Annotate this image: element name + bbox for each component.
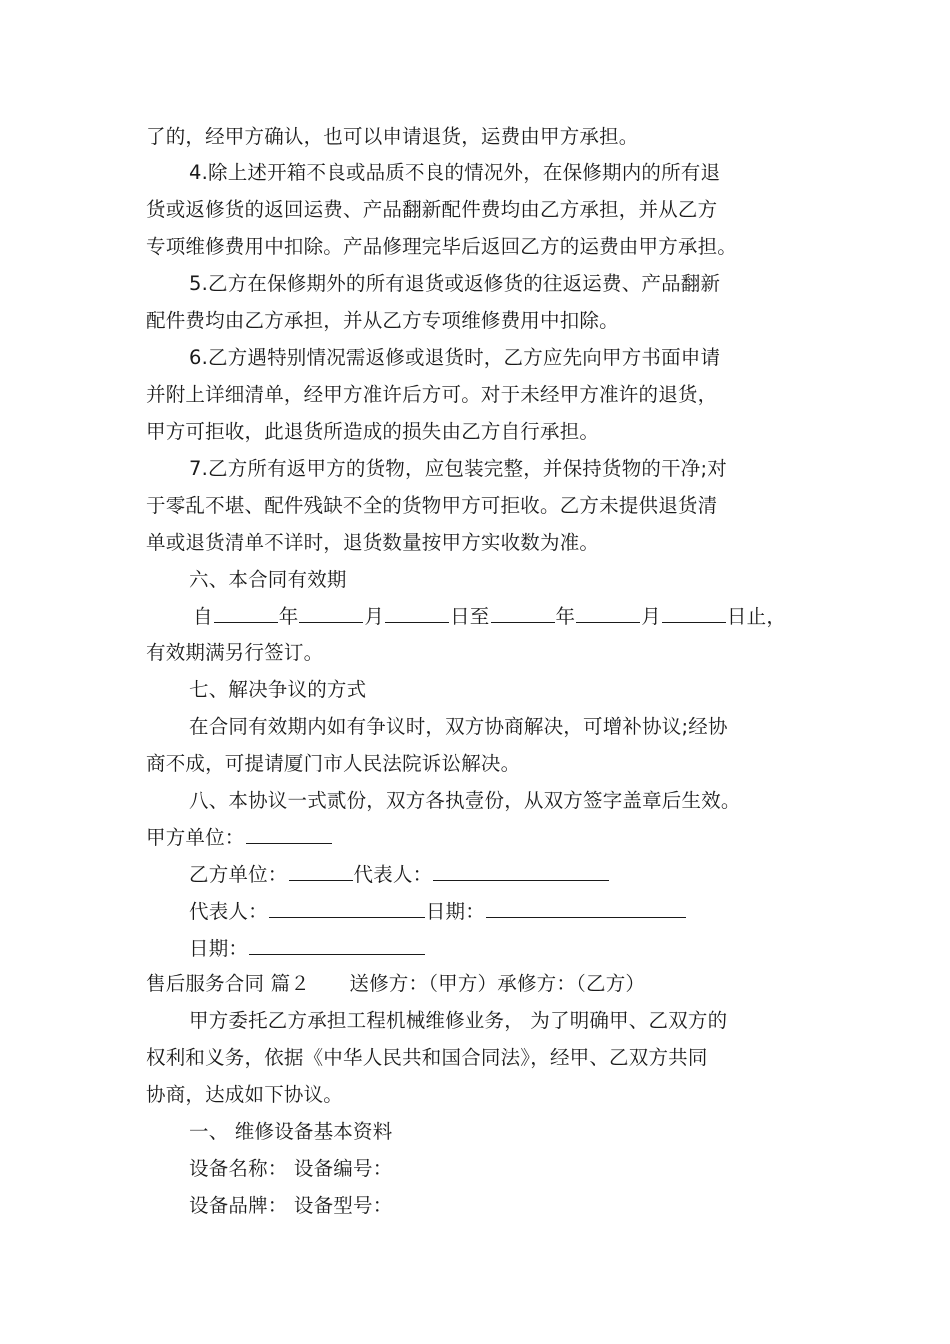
validity-period-line <box>193 602 786 630</box>
section-heading: 六、本合同有效期 <box>189 568 347 591</box>
paragraph-line: 4.除上述开箱不良或品质不良的情况外，在保修期内的所有退 <box>189 161 721 184</box>
paragraph-line: 并附上详细清单，经甲方准许后方可。对于未经甲方准许的退货， <box>146 383 718 406</box>
date-blank[interactable] <box>486 897 686 918</box>
end-year-blank[interactable] <box>491 602 555 623</box>
paragraph-line: 了的，经甲方确认，也可以申请退货，运费由甲方承担。 <box>146 125 639 148</box>
party-b-unit-label: 乙方单位： <box>189 863 288 886</box>
date-blank[interactable] <box>249 934 425 955</box>
paragraph-line: 于零乱不堪、配件残缺不全的货物甲方可拒收。乙方未提供退货清 <box>146 494 718 517</box>
period-year-label: 年 <box>555 605 576 628</box>
representative-blank[interactable] <box>433 860 609 881</box>
period-end-label: 日止， <box>726 605 787 628</box>
start-year-blank[interactable] <box>214 602 278 623</box>
section-heading: 一、 维修设备基本资料 <box>189 1120 393 1143</box>
paragraph-line: 八、本协议一式贰份，双方各执壹份，从双方签字盖章后生效。 <box>189 789 741 812</box>
section-heading: 七、解决争议的方式 <box>189 678 367 701</box>
paragraph-line: 权利和义务，依据《中华人民共和国合同法》，经甲、乙双方共同 <box>146 1046 708 1069</box>
period-month-label: 月 <box>364 605 385 628</box>
paragraph-line: 甲方委托乙方承担工程机械维修业务， 为了明确甲、乙双方的 <box>189 1009 728 1032</box>
party-a-unit-label: 甲方单位： <box>146 826 245 849</box>
contract-title-line: 售后服务合同 篇２ 送修方：（甲方）承修方：（乙方） <box>146 972 646 995</box>
equipment-info-line: 设备名称： 设备编号： <box>189 1157 393 1180</box>
paragraph-line: 货或返修货的返回运费、产品翻新配件费均由乙方承担，并从乙方 <box>146 198 718 221</box>
end-month-blank[interactable] <box>576 602 640 623</box>
date-line <box>189 934 426 962</box>
paragraph-line: 甲方可拒收，此退货所造成的损失由乙方自行承担。 <box>146 420 600 443</box>
party-a-unit-blank[interactable] <box>246 823 332 844</box>
equipment-info-line: 设备品牌： 设备型号： <box>189 1194 393 1217</box>
paragraph-line: 单或退货清单不详时，退货数量按甲方实收数为准。 <box>146 531 600 554</box>
start-day-blank[interactable] <box>385 602 449 623</box>
representative-label: 代表人： <box>189 900 268 923</box>
representative-blank[interactable] <box>269 897 425 918</box>
paragraph-line: 协商，达成如下协议。 <box>146 1083 344 1106</box>
start-month-blank[interactable] <box>299 602 363 623</box>
paragraph-line: 有效期满另行签订。 <box>146 641 324 664</box>
paragraph-line: 5.乙方在保修期外的所有退货或返修货的往返运费、产品翻新 <box>189 272 721 295</box>
representative-label: 代表人： <box>353 863 433 886</box>
paragraph-line: 配件费均由乙方承担，并从乙方专项维修费用中扣除。 <box>146 309 619 332</box>
paragraph-line: 专项维修费用中扣除。产品修理完毕后返回乙方的运费由甲方承担。 <box>146 235 738 258</box>
party-a-unit-line <box>146 823 333 851</box>
end-day-blank[interactable] <box>662 602 726 623</box>
period-month-label: 月 <box>641 605 661 628</box>
date-label: 日期： <box>425 900 485 923</box>
period-to-label: 日至 <box>450 605 490 628</box>
paragraph-line: 7.乙方所有返甲方的货物，应包装完整，并保持货物的干净;对 <box>189 457 727 480</box>
paragraph-line: 6.乙方遇特别情况需返修或退货时，乙方应先向甲方书面申请 <box>189 346 721 369</box>
paragraph-line: 商不成，可提请厦门市人民法院诉讼解决。 <box>146 752 521 775</box>
party-b-unit-line <box>189 860 610 888</box>
representative-date-line <box>189 897 687 925</box>
period-year-label: 年 <box>278 605 299 628</box>
date-label: 日期： <box>189 937 249 960</box>
party-b-unit-blank[interactable] <box>289 860 353 881</box>
paragraph-line: 在合同有效期内如有争议时，双方协商解决，可增补协议;经协 <box>189 715 728 738</box>
period-from: 自 <box>193 605 213 628</box>
